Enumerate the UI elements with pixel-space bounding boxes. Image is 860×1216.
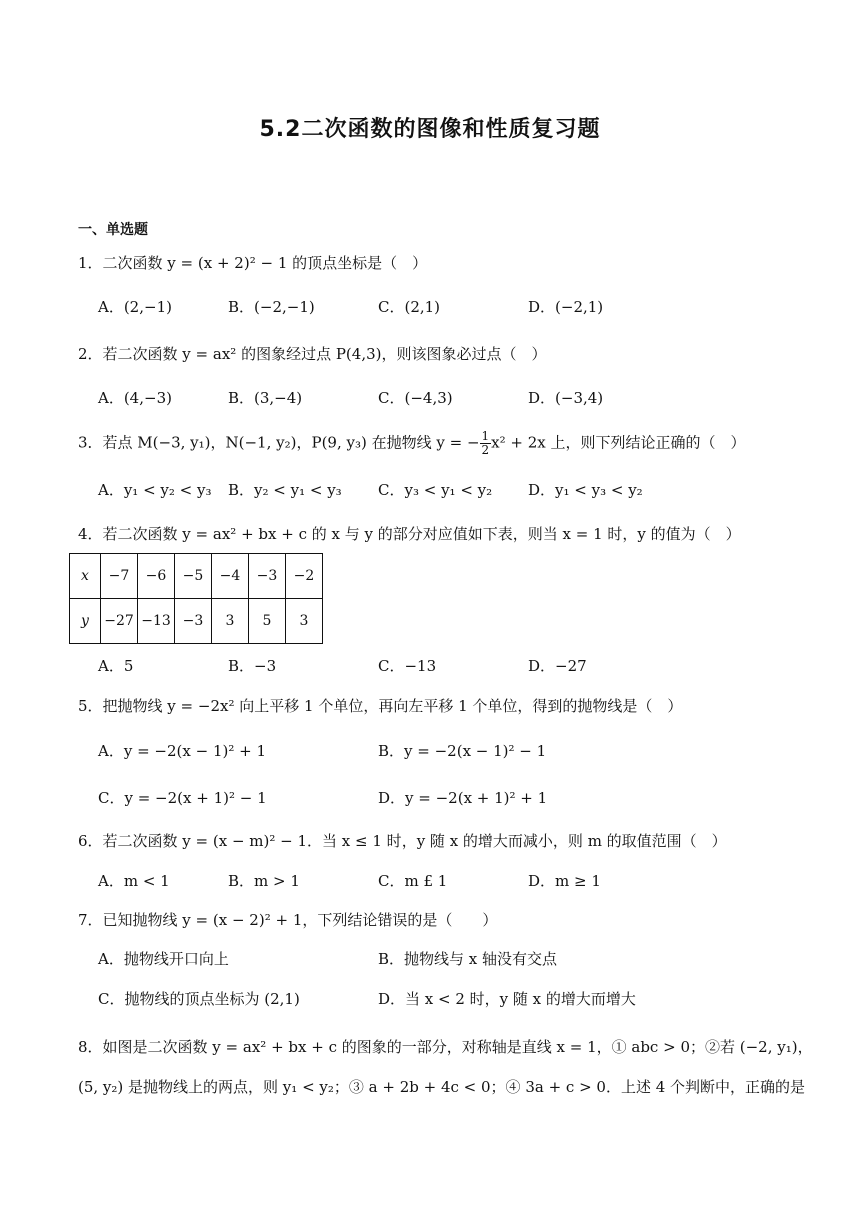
- table-cell: −6: [138, 554, 175, 599]
- section-heading: 一、单选题: [78, 222, 148, 238]
- question-2-option-c: C．(−4,3): [378, 389, 453, 407]
- question-2-option-d: D．(−3,4): [528, 389, 604, 407]
- question-7-option-c: C．抛物线的顶点坐标为 (2,1): [98, 990, 300, 1008]
- table-row-x: [70, 554, 323, 599]
- question-6-stem: 6．若二次函数 y = (x − m)² − 1．当 x ≤ 1 时，y 随 x 的增大而减小，则 m 的取值范围（ ）: [78, 832, 727, 850]
- question-3-fraction: [480, 430, 492, 457]
- question-8-stem-line-1: 8．如图是二次函数 y = ax² + bx + c 的图象的一部分，对称轴是直线 x = 1，① abc > 0；②若 (−2, y₁)，: [78, 1038, 813, 1056]
- question-7-option-a: A．抛物线开口向上: [98, 950, 229, 968]
- question-1-option-d: D．(−2,1): [528, 298, 604, 316]
- table-cell: −3: [175, 599, 212, 644]
- table-cell: −4: [212, 554, 249, 599]
- question-5-stem: 5．把抛物线 y = −2x² 向上平移 1 个单位，再向左平移 1 个单位，得到的抛物线是（ ）: [78, 697, 683, 715]
- values-table: [69, 553, 323, 644]
- table-cell: −3: [249, 554, 286, 599]
- question-7-option-d: D．当 x < 2 时，y 随 x 的增大而增大: [378, 990, 636, 1008]
- question-3-option-b: B．y₂ < y₁ < y₃: [228, 481, 342, 499]
- question-5-option-a: A．y = −2(x − 1)² + 1: [98, 742, 266, 760]
- question-4-stem: 4．若二次函数 y = ax² + bx + c 的 x 与 y 的部分对应值如下表，则当 x = 1 时，y 的值为（ ）: [78, 525, 741, 543]
- table-cell: −27: [101, 599, 138, 644]
- table-cell: −5: [175, 554, 212, 599]
- question-3-option-c: C．y₃ < y₁ < y₂: [378, 481, 493, 499]
- question-2-stem: 2．若二次函数 y = ax² 的图象经过点 P(4,3)，则该图象必过点（ ）: [78, 345, 547, 363]
- table-header-x: x: [70, 554, 101, 599]
- question-2-option-b: B．(3,−4): [228, 389, 303, 407]
- table-cell: 3: [286, 599, 323, 644]
- fraction-numerator: 1: [481, 429, 490, 443]
- table-row-y: [70, 599, 323, 644]
- question-4-option-a: A．5: [98, 657, 134, 675]
- question-5-option-b: B．y = −2(x − 1)² − 1: [378, 742, 547, 760]
- question-4-option-c: C．−13: [378, 657, 437, 675]
- table-cell: 3: [212, 599, 249, 644]
- table-cell: −13: [138, 599, 175, 644]
- question-3-stem-pre: 3．若点 M(−3, y₁)，N(−1, y₂)，P(9, y₃) 在抛物线 y = −: [78, 433, 480, 452]
- question-6-option-a: A．m < 1: [98, 872, 170, 890]
- question-4-option-b: B．−3: [228, 657, 277, 675]
- question-1-option-b: B．(−2,−1): [228, 298, 315, 316]
- question-1-option-c: C．(2,1): [378, 298, 441, 316]
- question-3-option-a: A．y₁ < y₂ < y₃: [98, 481, 212, 499]
- question-4-option-d: D．−27: [528, 657, 587, 675]
- question-3-option-d: D．y₁ < y₃ < y₂: [528, 481, 643, 499]
- question-3-stem: [78, 430, 746, 457]
- page-title: 5.2二次函数的图像和性质复习题: [259, 117, 601, 142]
- question-6-option-c: C．m £ 1: [378, 872, 448, 890]
- table-header-y: y: [70, 599, 101, 644]
- table-cell: −7: [101, 554, 138, 599]
- question-6-option-d: D．m ≥ 1: [528, 872, 601, 890]
- table-cell: 5: [249, 599, 286, 644]
- question-1-stem: 1．二次函数 y = (x + 2)² − 1 的顶点坐标是（ ）: [78, 254, 428, 272]
- question-1-option-a: A．(2,−1): [98, 298, 172, 316]
- fraction-denominator: 2: [481, 443, 490, 458]
- question-7-option-b: B．抛物线与 x 轴没有交点: [378, 950, 558, 968]
- question-3-stem-post: x² + 2x 上，则下列结论正确的（ ）: [491, 433, 746, 452]
- question-6-option-b: B．m > 1: [228, 872, 300, 890]
- question-7-stem: 7．已知抛物线 y = (x − 2)² + 1，下列结论错误的是（ ）: [78, 911, 498, 929]
- question-8-stem-line-2: (5, y₂) 是抛物线上的两点，则 y₁ < y₂；③ a + 2b + 4c < 0；④ 3a + c > 0．上述 4 个判断中，正确的是: [78, 1078, 806, 1096]
- question-2-option-a: A．(4,−3): [98, 389, 172, 407]
- table-cell: −2: [286, 554, 323, 599]
- question-5-option-d: D．y = −2(x + 1)² + 1: [378, 789, 548, 807]
- question-5-option-c: C．y = −2(x + 1)² − 1: [98, 789, 267, 807]
